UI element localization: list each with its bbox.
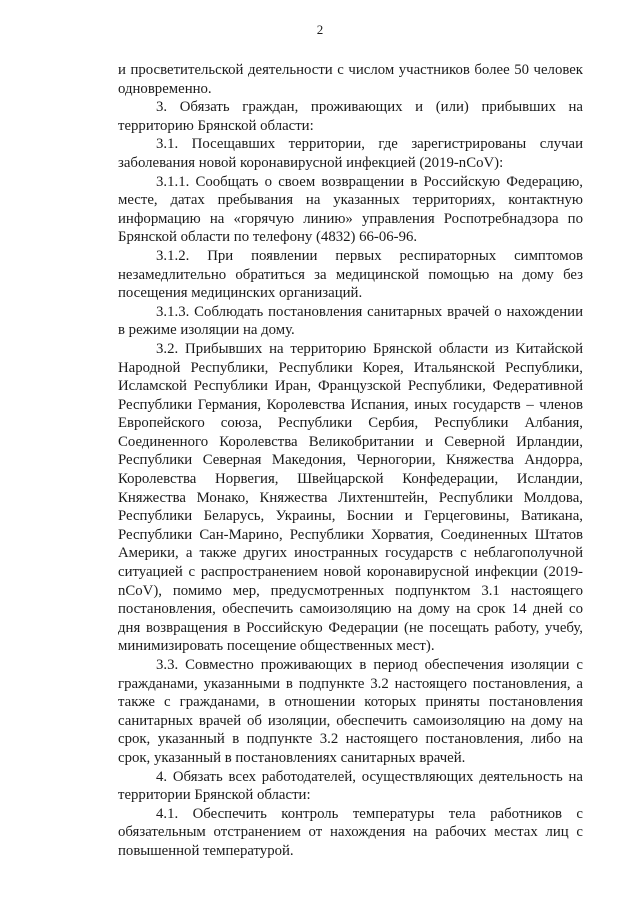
paragraph-item-3-1-3: 3.1.3. Соблюдать постановления санитарных врачей о нахождении в режиме изоляции на дому. xyxy=(118,303,583,339)
paragraph-item-3: 3. Обязать граждан, проживающих и (или) прибывших на территорию Брянской области: xyxy=(118,99,583,134)
paragraph-item-3-1: 3.1. Посещавших территории, где зарегистрированы случаи заболевания новой коронавирусной инфекцией (2019-nCoV): xyxy=(118,136,583,171)
document-body xyxy=(118,61,583,861)
paragraph-item-3-1-2: 3.1.2. При появлении первых респираторных симптомов незамедлительно обратиться за медицинской помощью на дому без посещения медицинских организаций. xyxy=(118,247,583,302)
paragraph-item-3-3: 3.3. Совместно проживающих в период обеспечения изоляции с гражданами, указанными в подпункте 3.2 настоящего постановления, а также с гражданами, в отношении которых приняты постановления санитарных врачей об изоляции, обеспечить самоизоляцию на дому на срок, указанный в подпункте 3.2 настоящего постановления, либо на срок, указанный в постановлениях санитарных врачей. xyxy=(118,657,583,766)
page-number: 2 xyxy=(316,22,324,37)
paragraph-continuation: и просветительской деятельности с числом участников более 50 человек одновременно. xyxy=(118,62,583,97)
paragraph-item-3-2: 3.2. Прибывших на территорию Брянской области из Китайской Народной Республики, Республики Корея, Итальянской Республики, Исламской Республики Иран, Французской Республики, Федеративной Республики Германия, Королевства Испания, иных государств – членов Европейского союза, Республики Сербия, Республики Албания, Соединенного Королевства Великобритании и Северной Ирландии, Республики Северная Македония, Черногории, Княжества Андорра, Королевства Норвегия, Швейцарской Конфедерации, Исландии, Княжества Монако, Княжества Лихтенштейн, Республики Молдова, Республики Беларусь, Украины, Боснии и Герцеговины, Ватикана, Республики Сан-Марино, Республики Хорватия, Соединенных Штатов Америки, а также других иностранных государств с неблагополучной ситуацией с распространением новой коронавирусной инфекции (2019-nCoV), помимо мер, предусмотренных подпунктом 3.1 настоящего постановления, обеспечить самоизоляцию на дому на срок 14 дней со дня возвращения в Российскую Федерации (не посещать работу, учебу, минимизировать посещение общественных мест). xyxy=(118,340,583,655)
paragraph-item-3-1-1: 3.1.1. Сообщать о своем возвращении в Российскую Федерацию, месте, датах пребывания на указанных территориях, контактную информацию на «горячую линию» управления Роспотребнадзора по Брянской области по телефону (4832) 66-06-96. xyxy=(118,173,583,246)
paragraph-item-4: 4. Обязать всех работодателей, осуществляющих деятельность на территории Брянской области: xyxy=(118,768,583,804)
paragraph-item-4-1: 4.1. Обеспечить контроль температуры тела работников с обязательным отстранением от нахождения на рабочих местах лиц с повышенной температурой. xyxy=(118,805,583,859)
